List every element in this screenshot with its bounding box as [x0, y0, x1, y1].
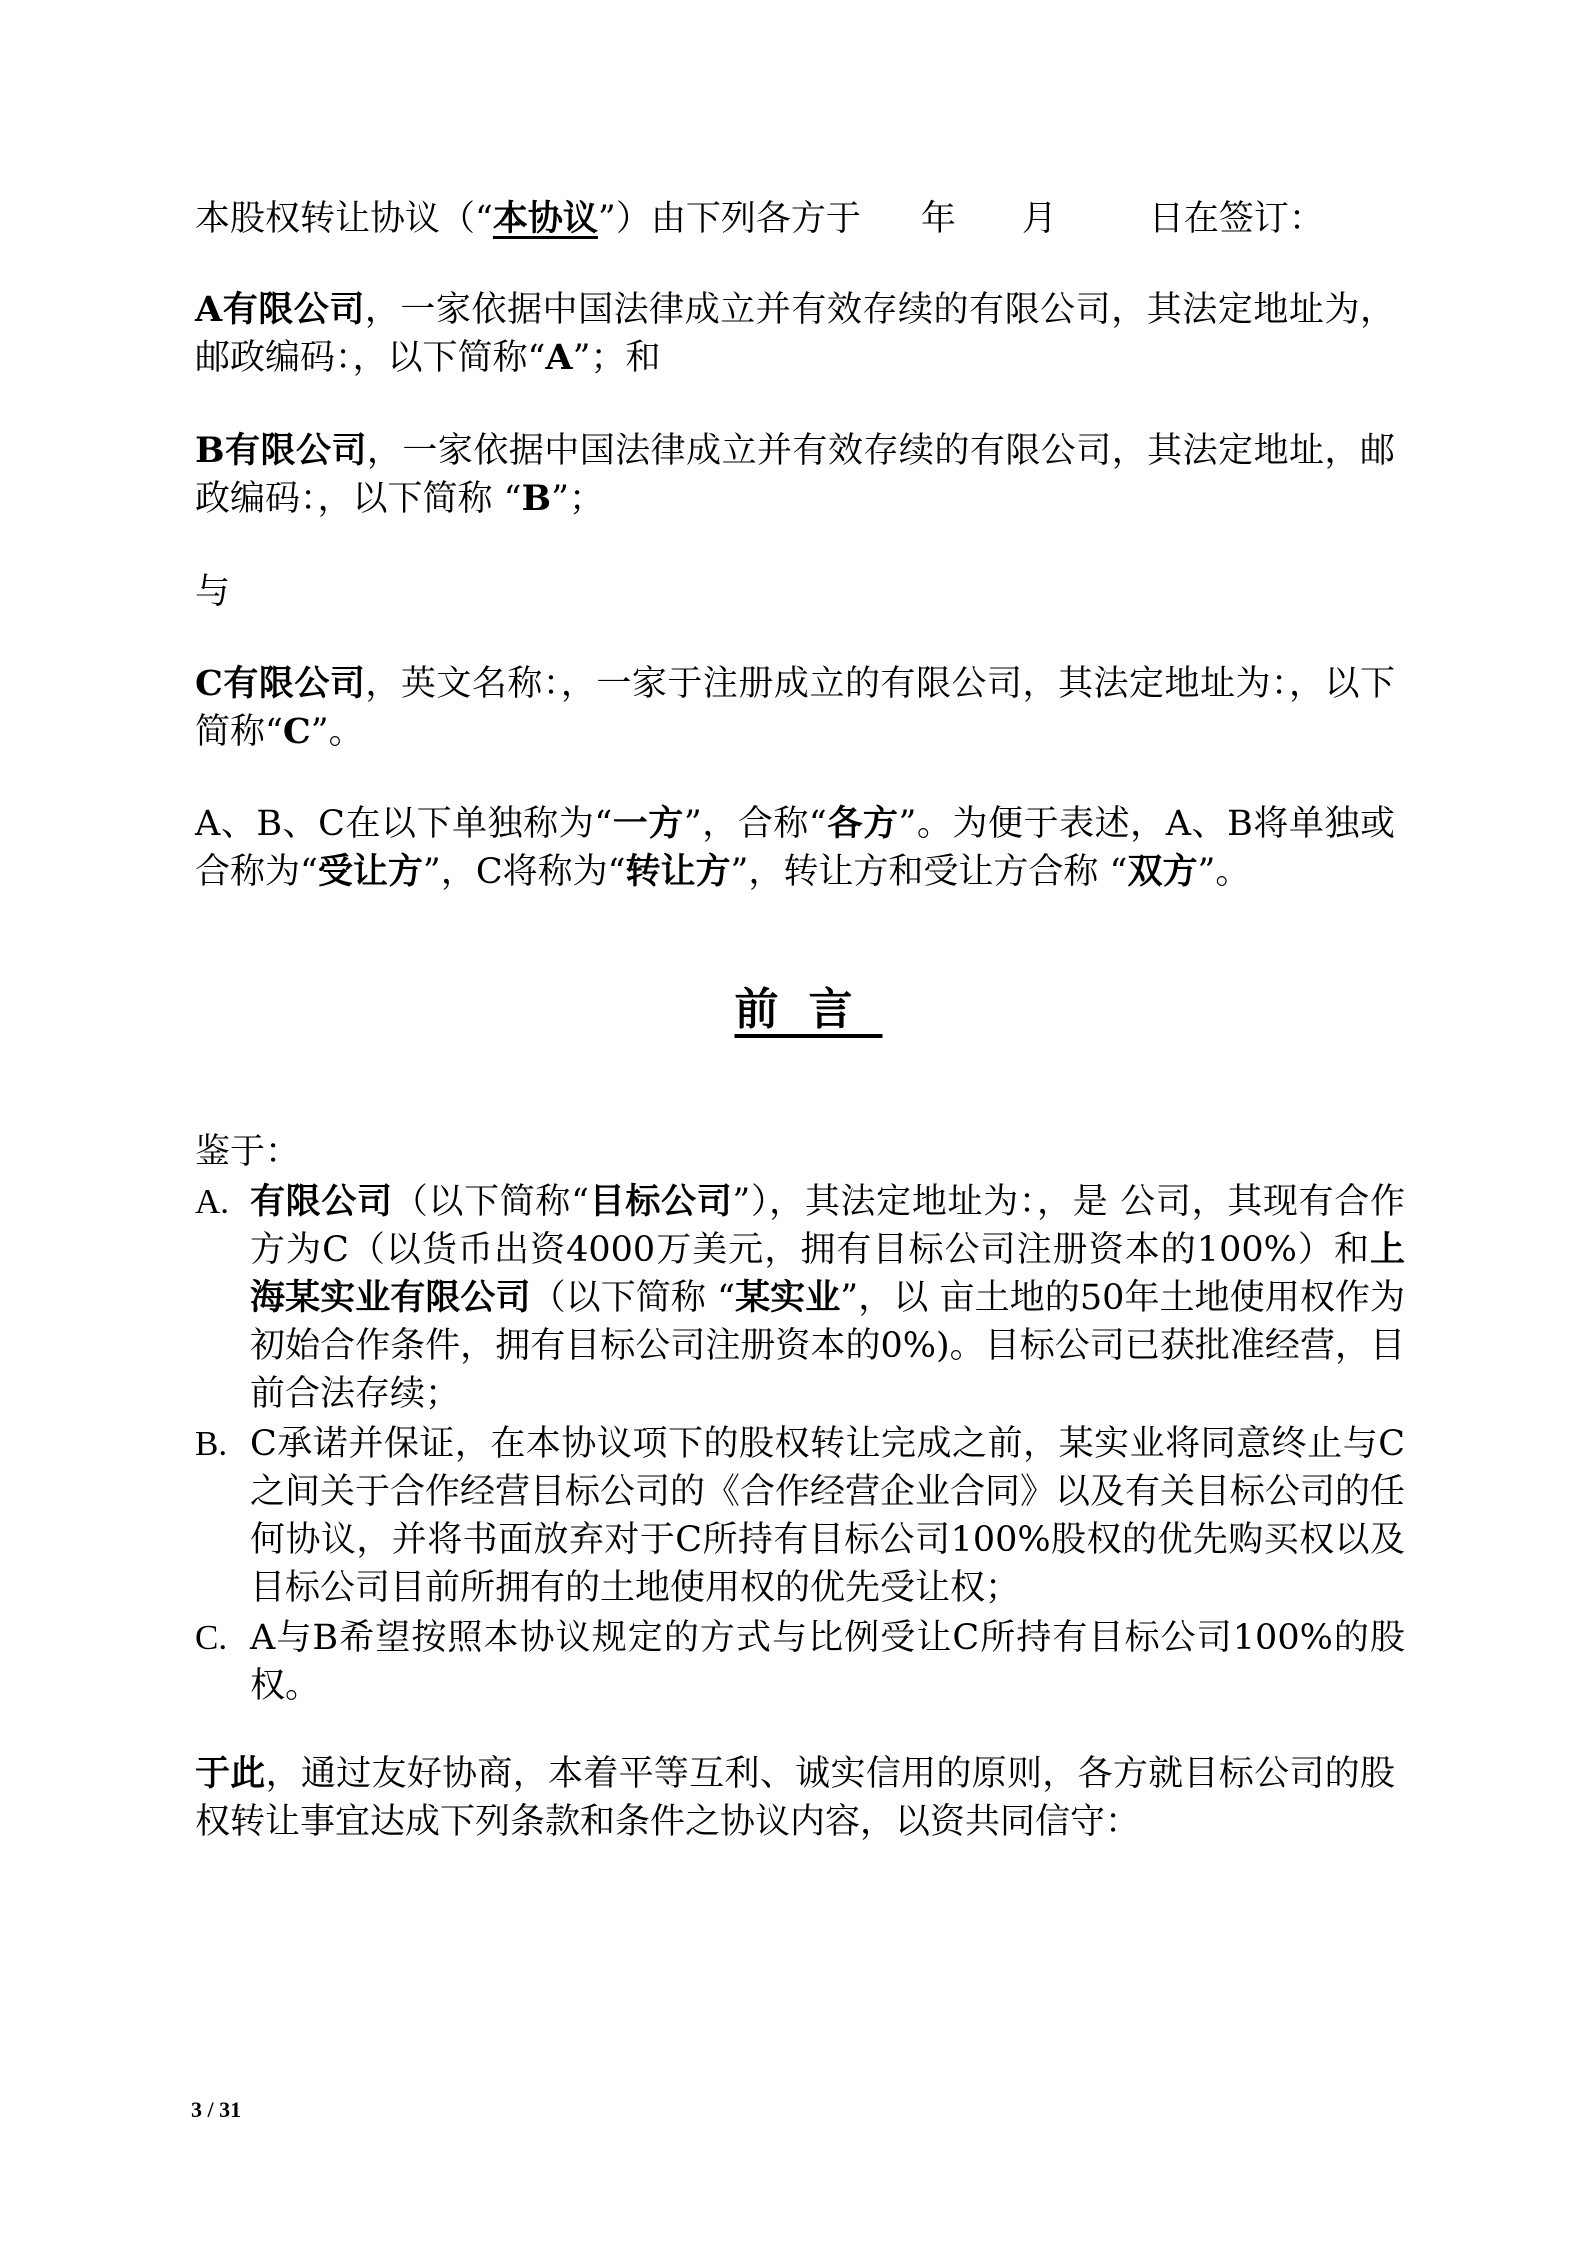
- intro-year: 年: [920, 199, 956, 239]
- intro-paragraph: [195, 195, 1395, 243]
- recital-marker: A.: [195, 1182, 230, 1221]
- party-a-short: A: [545, 337, 573, 378]
- party-c-short: C: [282, 711, 311, 752]
- closing-paragraph: 于此，通过友好协商，本着平等互利、诚实信用的原则，各方就目标公司的股权转让事宜达成下列条款和条件之协议内容，以资共同信守：: [195, 1753, 1395, 1842]
- preamble-heading: 前言: [734, 984, 883, 1035]
- intro-agreement-term: 本协议: [492, 198, 598, 239]
- party-b-name: B有限公司: [195, 430, 367, 471]
- definitions-paragraph: A、B、C在以下单独称为“一方”，合称“各方”。为便于表述，A、B将单独或合称为“受让方”，C将称为“转让方”，转让方和受让方合称 “双方”。: [195, 803, 1395, 892]
- intro-day: 日在签订：: [1148, 199, 1324, 239]
- recitals-list: [195, 1178, 1405, 1712]
- page-number: 3 / 31: [191, 2097, 242, 2122]
- intro-text-1: 本股权转让协议（“: [195, 199, 493, 239]
- party-c-name: C有限公司: [195, 663, 366, 704]
- whereas-label: 鉴于：: [195, 1132, 301, 1172]
- recital-marker: B.: [195, 1424, 228, 1463]
- party-b-paragraph: B有限公司，一家依据中国法律成立并有效存续的有限公司，其法定地址，邮政编码：，以下简称 “B”；: [195, 430, 1395, 519]
- recital-c: C. A与B希望按照本协议规定的方式与比例受让C所持有目标公司100%的股权。: [195, 1614, 1405, 1710]
- and-word: 与: [195, 572, 231, 612]
- party-a-paragraph: A有限公司，一家依据中国法律成立并有效存续的有限公司，其法定地址为，邮政编码：，以下简称“A”；和: [195, 289, 1395, 378]
- party-a-name: A有限公司: [195, 289, 365, 330]
- party-c-paragraph: C有限公司，英文名称：，一家于注册成立的有限公司，其法定地址为：，以下简称“C”。: [195, 663, 1395, 752]
- recital-a: A. 有限公司（以下简称“目标公司”），其法定地址为：，是 公司，其现有合作方为C（以货币出资4000万美元，拥有目标公司注册资本的100%）和上海某实业有限公司（以下简称 “某实业”，以 亩土地的50年土地使用权作为初始合作条件，拥有目标公司注册资本的0%)。目标公司已获批准经营，目前合法存续；: [195, 1178, 1405, 1418]
- intro-month: 月: [1021, 199, 1057, 239]
- recital-b: B. C承诺并保证，在本协议项下的股权转让完成之前，某实业将同意终止与C之间关于合作经营目标公司的《合作经营企业合同》以及有关目标公司的任何协议，并将书面放弃对于C所持有目标公司100%股权的优先购买权以及目标公司目前所拥有的土地使用权的优先受让权；: [195, 1420, 1405, 1612]
- intro-text-2: ”）由下列各方于: [597, 199, 861, 239]
- party-b-short: B: [521, 478, 552, 519]
- recital-marker: C.: [195, 1618, 228, 1657]
